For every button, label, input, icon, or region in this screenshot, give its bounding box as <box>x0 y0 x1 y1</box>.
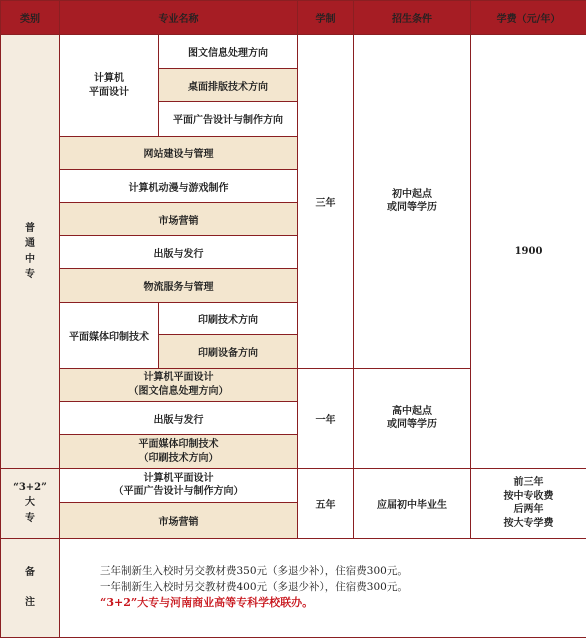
major-print-group: 平面媒体印制技术 <box>60 302 159 368</box>
duration-three-year: 三年 <box>298 35 354 368</box>
direction-cell: 印刷设备方向 <box>159 335 298 368</box>
header-major: 专业名称 <box>60 1 298 35</box>
direction-cell: 印刷技术方向 <box>159 302 298 334</box>
header-row <box>1 1 586 35</box>
header-tuition: 学费（元/年） <box>471 1 586 35</box>
direction-cell: 桌面排版技术方向 <box>159 68 298 101</box>
requirements-three-year: 初中起点 或同等学历 <box>354 35 471 368</box>
notes-row <box>1 538 586 637</box>
tuition-dazhuan: 前三年 按中专收费 后两年 按大专学费 <box>471 468 586 538</box>
note-line: 一年制新生入校时另交教材费400元（多退少补），住宿费300元。 <box>100 580 408 593</box>
one-year-major-cell: 计算机平面设计 （图文信息处理方向） <box>60 368 298 401</box>
one-year-major-cell: 出版与发行 <box>60 401 298 434</box>
requirements-one-year: 高中起点 或同等学历 <box>354 368 471 468</box>
duration-one-year: 一年 <box>298 368 354 468</box>
direction-cell: 图文信息处理方向 <box>159 35 298 68</box>
dazhuan-major-cell: 市场营销 <box>60 503 298 538</box>
one-year-major-cell: 平面媒体印制技术 （印刷技术方向） <box>60 435 298 468</box>
header-requirements: 招生条件 <box>354 1 471 35</box>
direction-cell: 平面广告设计与制作方向 <box>159 102 298 136</box>
major-cell: 计算机动漫与游戏制作 <box>60 170 298 203</box>
dazhuan-major-cell: 计算机平面设计 （平面广告设计与制作方向） <box>60 468 298 502</box>
note-line-highlight: “3+2”大专与河南商业高等专科学校联办。 <box>100 596 314 610</box>
table-row <box>1 35 586 68</box>
major-graphic-design-group: 计算机 平面设计 <box>60 35 159 136</box>
tuition-zhongzhuan: 1900 <box>471 35 586 468</box>
category-dazhuan: “3+2” 大 专 <box>1 468 60 538</box>
header-duration: 学制 <box>298 1 354 35</box>
duration-five-year: 五年 <box>298 468 354 538</box>
major-cell: 物流服务与管理 <box>60 269 298 302</box>
requirements-dazhuan: 应届初中毕业生 <box>354 468 471 538</box>
major-cell: 网站建设与管理 <box>60 136 298 169</box>
category-zhongzhuan: 普 通 中 专 <box>1 35 60 468</box>
notes-label: 备 注 <box>1 538 60 637</box>
note-line: 三年制新生入校时另交教材费350元（多退少补），住宿费300元。 <box>100 564 408 577</box>
header-category: 类别 <box>1 1 60 35</box>
major-cell: 市场营销 <box>60 203 298 235</box>
major-cell: 出版与发行 <box>60 235 298 268</box>
notes-content <box>60 538 586 637</box>
table-row <box>1 468 586 502</box>
